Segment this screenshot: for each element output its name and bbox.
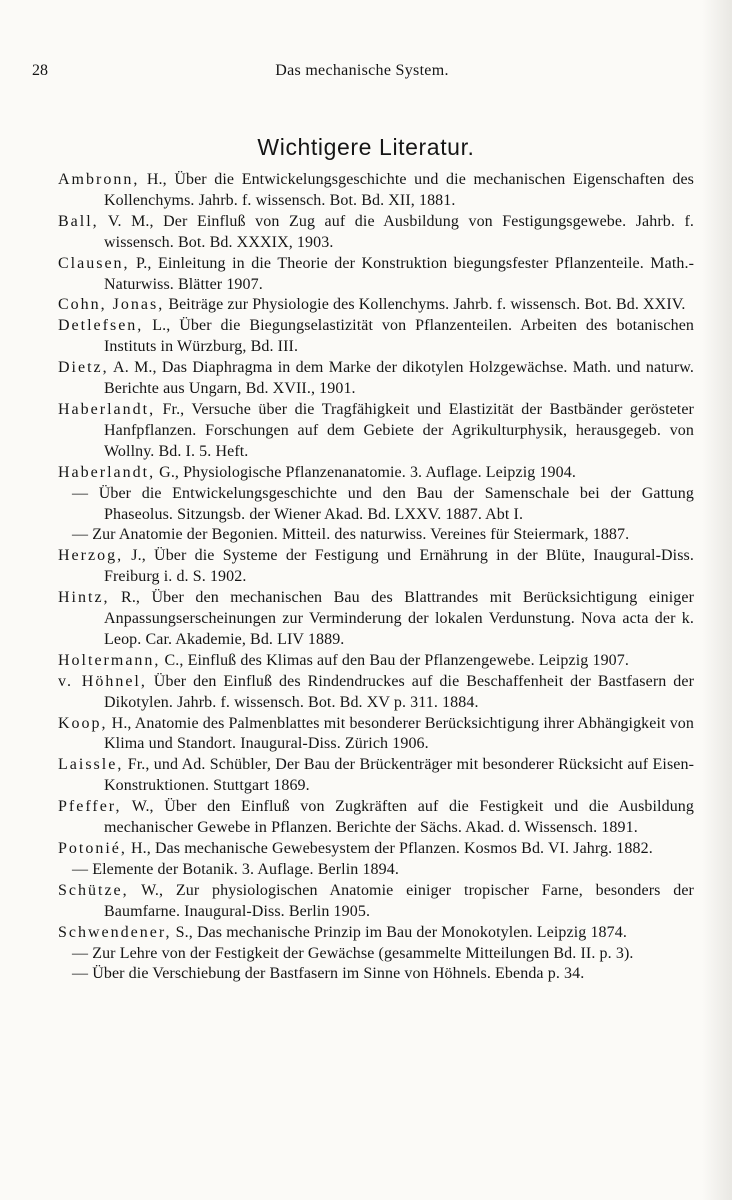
- reference-entry: [58, 714, 694, 756]
- reference-text: Über den Einfluß des Rindendruckes auf die Beschaffenheit der Bastfasern der Dikotylen. Jahrb. f. wissensch. Bot. Bd. XV p. 311. 1884.: [104, 672, 694, 711]
- reference-text: W., Zur physiologischen Anatomie einiger tropischer Farne, besonders der Baumfarne. Inaugural-Diss. Berlin 1905.: [104, 881, 694, 920]
- reference-text: Beiträge zur Physiologie des Kollenchyms. Jahrb. f. wissensch. Bot. Bd. XXIV.: [164, 296, 686, 314]
- reference-author: Clausen,: [58, 254, 130, 272]
- reference-author: Herzog,: [58, 547, 124, 565]
- reference-author: Schütze,: [58, 881, 129, 899]
- reference-author: Potonié,: [58, 840, 127, 857]
- reference-entry: [58, 588, 694, 651]
- reference-text: V. M., Der Einfluß von Zug auf die Ausbildung von Festigungsgewebe. Jahrb. f. wissensch. Bot. Bd. XXXIX, 1903.: [98, 212, 694, 251]
- reference-text: L., Über die Biegungselastizität von Pflanzenteilen. Arbeiten des botanischen Instituts in Würzburg, Bd. III.: [104, 317, 694, 356]
- reference-entry-continuation: [58, 525, 694, 546]
- reference-text: Fr., und Ad. Schübler, Der Bau der Brückenträger mit besonderer Rücksicht auf Eisen-Konstruktionen. Stuttgart 1869.: [104, 756, 694, 795]
- reference-entry: [58, 839, 694, 860]
- reference-text: — Zur Anatomie der Begonien. Mitteil. des naturwiss. Vereines für Steiermark, 1887.: [72, 526, 630, 544]
- reference-author: Detlefsen,: [58, 317, 144, 335]
- reference-author: Ball,: [58, 212, 99, 230]
- reference-author: Haberlandt,: [58, 463, 156, 481]
- reference-author: Pfeffer,: [58, 798, 122, 816]
- reference-entry-continuation: [58, 964, 694, 985]
- reference-text: W., Über den Einfluß von Zugkräften auf die Festigkeit und die Ausbildung mechanischer Gewebe in Pflanzen. Berichte der Sächs. Akad. d. Wissensch. 1891.: [104, 798, 694, 837]
- reference-entry: [58, 881, 694, 923]
- reference-entry: [58, 923, 694, 944]
- running-title: Das mechanische System.: [275, 62, 449, 79]
- reference-text: H., Über die Entwickelungsgeschichte und die mechanischen Eigenschaften des Kollenchyms. Jahrb. f. wissensch. Bot. Bd. XII, 1881.: [104, 171, 694, 209]
- reference-entry-continuation: [58, 944, 694, 965]
- section-title: Wichtigere Literatur.: [257, 134, 475, 160]
- reference-entry: [58, 400, 694, 463]
- reference-entry: [58, 672, 694, 714]
- reference-author: Schwendener,: [58, 923, 172, 941]
- reference-entry: [58, 254, 694, 296]
- reference-text: — Über die Verschiebung der Bastfasern im Sinne von Höhnels. Ebenda p. 34.: [72, 965, 585, 983]
- reference-entry: [58, 295, 694, 316]
- page-number: 28: [32, 62, 48, 79]
- reference-entry: [58, 358, 694, 400]
- reference-text: H., Das mechanische Gewebesystem der Pflanzen. Kosmos Bd. VI. Jahrg. 1882.: [126, 840, 653, 857]
- reference-author: Haberlandt,: [58, 400, 156, 418]
- reference-text: J., Über die Systeme der Festigung und Ernährung in der Blüte, Inaugural-Diss. Freiburg i. d. S. 1902.: [104, 547, 694, 586]
- reference-entry: [58, 755, 694, 797]
- reference-author: Dietz,: [58, 359, 109, 377]
- reference-author: Cohn, Jonas,: [58, 296, 165, 314]
- reference-entry: [58, 797, 694, 839]
- reference-text: — Zur Lehre von der Festigkeit der Gewächse (gesammelte Mitteilungen Bd. II. p. 3).: [72, 944, 634, 962]
- reference-list: [58, 170, 694, 985]
- reference-entry: [58, 463, 694, 484]
- reference-text: S., Das mechanische Prinzip im Bau der Monokotylen. Leipzig 1874.: [171, 923, 627, 941]
- reference-entry: [58, 546, 694, 588]
- reference-entry: [58, 316, 694, 358]
- reference-text: — Elemente der Botanik. 3. Auflage. Berlin 1894.: [72, 860, 399, 878]
- reference-text: A. M., Das Diaphragma in dem Marke der dikotylen Holzgewächse. Math. und naturw. Berichte aus Ungarn, Bd. XVII., 1901.: [104, 359, 694, 398]
- reference-author: Holtermann,: [58, 651, 161, 669]
- reference-author: Ambronn,: [58, 171, 140, 188]
- reference-text: — Über die Entwickelungsgeschichte und den Bau der Samenschale bei der Gattung Phaseolus. Sitzungsb. der Wiener Akad. Bd. LXXV. 1887. Abt I.: [72, 484, 694, 523]
- page-edge-shadow: [702, 0, 732, 1200]
- reference-entry-continuation: [58, 484, 694, 526]
- reference-text: Fr., Versuche über die Tragfähigkeit und Elastizität der Bastbänder gerösteter Hanfpflanzen. Forschungen auf dem Gebiete der Agrikulturphysik, herausgegeb. von Wollny. Bd. I. 5. Heft.: [104, 400, 694, 460]
- reference-author: Laissle,: [58, 756, 124, 774]
- reference-entry: [58, 651, 694, 672]
- page-header: [32, 62, 692, 86]
- reference-text: C., Einfluß des Klimas auf den Bau der Pflanzengewebe. Leipzig 1907.: [160, 651, 629, 669]
- reference-author: Hintz,: [58, 589, 110, 607]
- reference-entry: [58, 212, 694, 254]
- reference-entry-continuation: [58, 860, 694, 881]
- reference-entry: [58, 170, 694, 212]
- reference-text: R., Über den mechanischen Bau des Blattrandes mit Berücksichtigung einiger Anpassungserscheinungen zur Verminderung der lokalen Verdunstung. Nova acta der k. Leop. Car. Akademie, Bd. LIV 1889.: [104, 589, 694, 648]
- reference-text: G., Physiologische Pflanzenanatomie. 3. Auflage. Leipzig 1904.: [155, 463, 576, 481]
- reference-author: Koop,: [58, 714, 108, 732]
- reference-author: v. Höhnel,: [58, 672, 147, 690]
- reference-text: P., Einleitung in die Theorie der Konstruktion biegungsfester Pflanzenteile. Math.-Naturwiss. Blätter 1907.: [104, 254, 694, 293]
- reference-text: H., Anatomie des Palmenblattes mit besonderer Berücksichtigung ihrer Abhängigkeit von Klima und Standort. Inaugural-Diss. Zürich 1906.: [104, 714, 694, 753]
